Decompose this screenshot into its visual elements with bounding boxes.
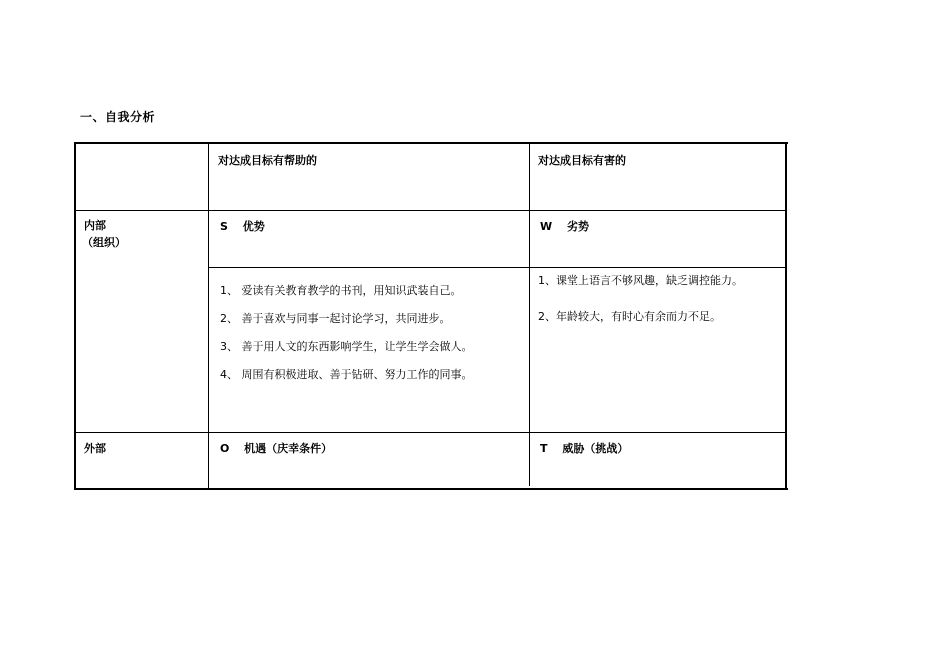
swot-table xyxy=(74,142,788,490)
table-border-left xyxy=(74,142,76,490)
weaknesses-list xyxy=(538,274,743,346)
list-item: 2、年龄较大，有时心有余而力不足。 xyxy=(538,310,721,323)
table-border-top xyxy=(74,142,788,144)
strengths-title: S 优势 xyxy=(220,220,265,233)
column-divider-2 xyxy=(529,142,530,486)
strengths-list xyxy=(220,284,473,396)
list-item: 3、 善于用人文的东西影响学生，让学生学会做人。 xyxy=(220,340,473,353)
page-title: 一、自我分析 xyxy=(80,110,156,124)
list-item: 4、 周围有积极进取、善于钻研、努力工作的同事。 xyxy=(220,368,473,381)
weaknesses-title: W 劣势 xyxy=(540,220,589,233)
external-label: 外部 xyxy=(84,442,106,455)
header-harmful: 对达成目标有害的 xyxy=(538,154,626,167)
column-divider-1 xyxy=(208,142,209,490)
row-divider-external xyxy=(74,432,787,433)
internal-label: 内部 xyxy=(84,219,106,232)
list-item: 1、 爱读有关教育教学的书刊，用知识武装自己。 xyxy=(220,284,462,297)
list-item: 1、课堂上语言不够风趣，缺乏调控能力。 xyxy=(538,274,743,287)
header-helpful: 对达成目标有帮助的 xyxy=(218,154,317,167)
opportunities-title: O 机遇（庆幸条件） xyxy=(220,442,333,455)
table-border-right xyxy=(785,142,787,490)
threats-title: T 威胁（挑战） xyxy=(540,442,629,455)
list-item: 2、 善于喜欢与同事一起讨论学习，共同进步。 xyxy=(220,312,451,325)
row-divider-titles xyxy=(208,267,787,268)
internal-label-sub: （组织） xyxy=(82,236,126,249)
table-border-bottom xyxy=(74,488,788,490)
row-divider-header xyxy=(74,210,787,211)
